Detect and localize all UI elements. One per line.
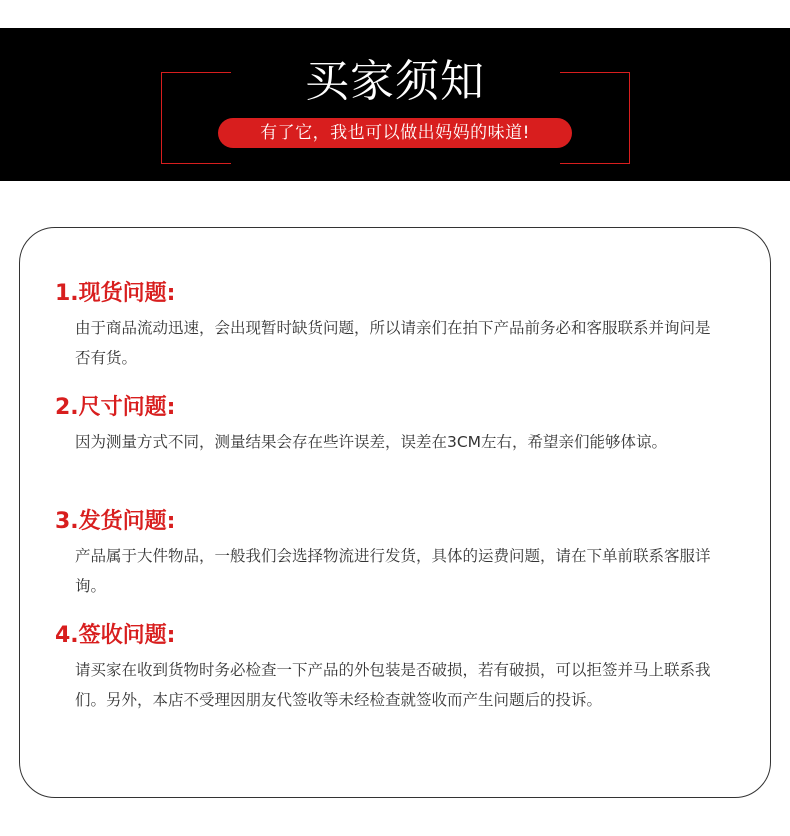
notice-section-stock xyxy=(55,279,735,373)
notice-section-size xyxy=(55,393,735,457)
section-title: 2.尺寸问题: xyxy=(55,395,176,420)
section-body: 产品属于大件物品，一般我们会选择物流进行发货，具体的运费问题，请在下单前联系客服详询。 xyxy=(75,547,711,595)
section-title: 3.发货问题: xyxy=(55,509,176,534)
section-title: 4.签收问题: xyxy=(55,623,176,648)
page-title: 买家须知 xyxy=(305,56,485,107)
section-body: 请买家在收到货物时务必检查一下产品的外包装是否破损，若有破损，可以拒签并马上联系我们。另外，本店不受理因朋友代签收等未经检查就签收而产生问题后的投诉。 xyxy=(75,661,711,709)
header-banner xyxy=(0,28,790,181)
notice-section-receipt xyxy=(55,621,735,715)
section-body: 因为测量方式不同，测量结果会存在些许误差，误差在3CM左右，希望亲们能够体谅。 xyxy=(75,433,668,451)
notice-section-shipping xyxy=(55,507,735,601)
section-title: 1.现货问题: xyxy=(55,281,176,306)
subtitle-badge: 有了它，我也可以做出妈妈的味道! xyxy=(218,118,572,148)
section-body: 由于商品流动迅速，会出现暂时缺货问题，所以请亲们在拍下产品前务必和客服联系并询问是否有货。 xyxy=(75,319,711,367)
